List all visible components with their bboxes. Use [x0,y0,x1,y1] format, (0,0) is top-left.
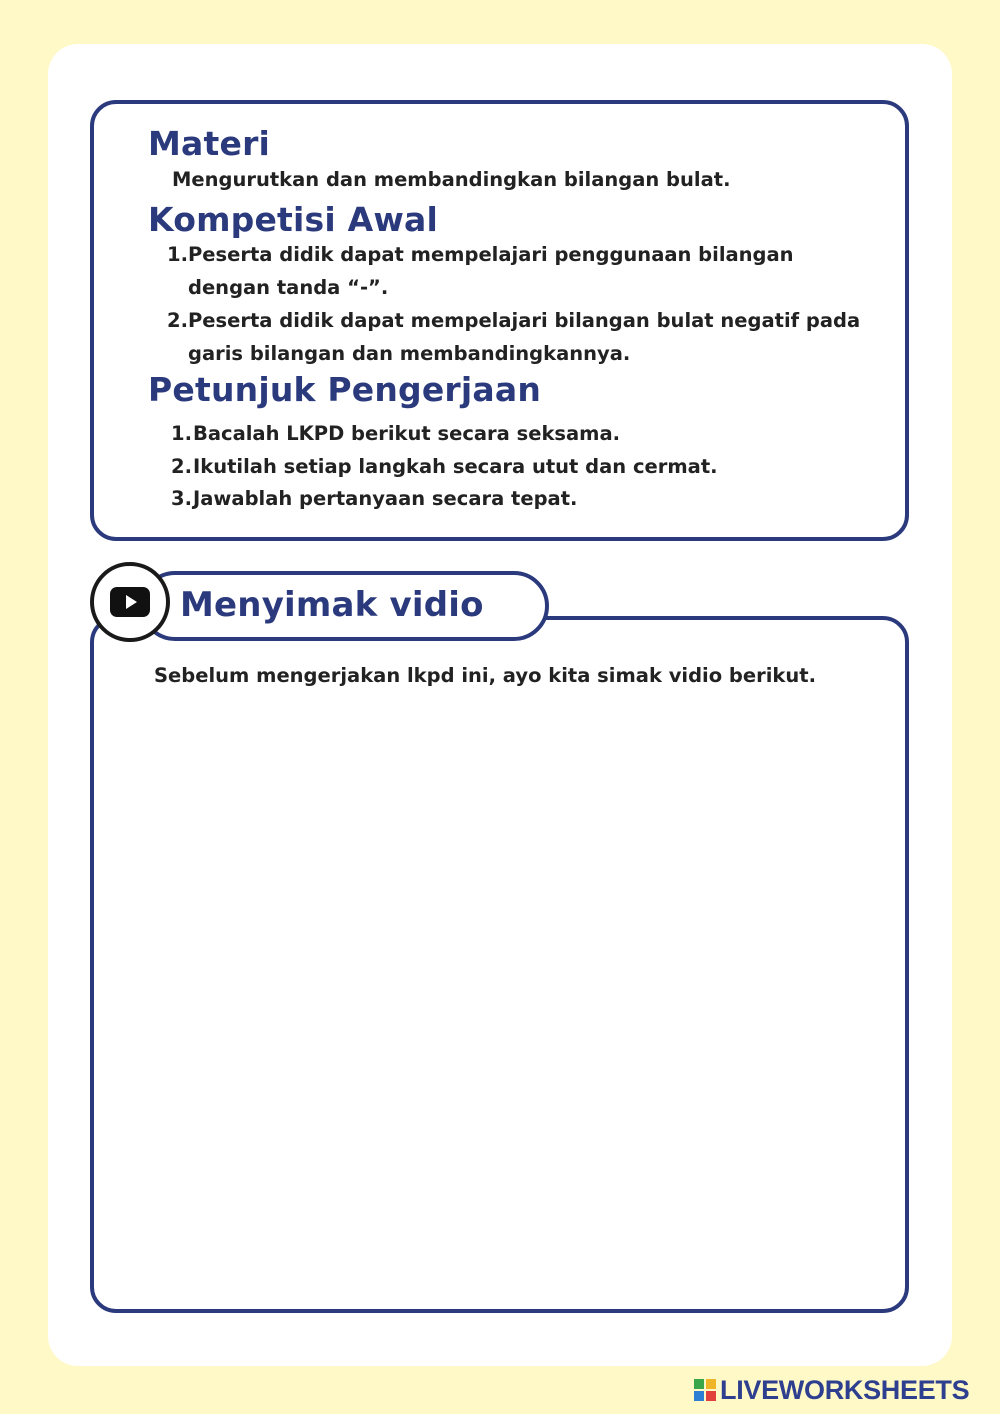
list-number: 1. [167,243,188,266]
liveworksheets-logo[interactable] [694,1375,969,1405]
petunjuk-heading: Petunjuk Pengerjaan [148,370,542,409]
list-number: 3. [171,487,192,510]
logo-block [706,1391,716,1401]
logo-block [694,1379,704,1389]
list-text: Ikutilah setiap langkah secara utut dan cermat. [193,455,718,478]
list-number: 2. [167,309,188,332]
kompetisi-heading: Kompetisi Awal [148,200,438,239]
list-text: Jawablah pertanyaan secara tepat. [193,487,578,510]
video-section-title: Menyimak vidio [180,585,484,625]
materi-heading: Materi [148,124,271,163]
video-instruction: Sebelum mengerjakan lkpd ini, ayo kita simak vidio berikut. [154,664,816,687]
list-text: Peserta didik dapat mempelajari bilangan bulat negatif pada [188,309,861,332]
list-number: 1. [171,422,192,445]
materi-text: Mengurutkan dan membandingkan bilangan bulat. [172,168,731,191]
list-text: Peserta didik dapat mempelajari penggunaan bilangan [188,243,794,266]
video-icon-badge [90,562,170,642]
logo-mark [694,1379,716,1401]
list-text: Bacalah LKPD berikut secara seksama. [193,422,621,445]
logo-block [706,1379,716,1389]
video-embed-area[interactable] [120,710,880,1290]
list-number: 2. [171,455,192,478]
logo-text: LIVEWORKSHEETS [720,1374,970,1405]
list-text: dengan tanda “-”. [188,276,389,299]
list-text: garis bilangan dan membandingkannya. [188,342,631,365]
logo-block [694,1391,704,1401]
